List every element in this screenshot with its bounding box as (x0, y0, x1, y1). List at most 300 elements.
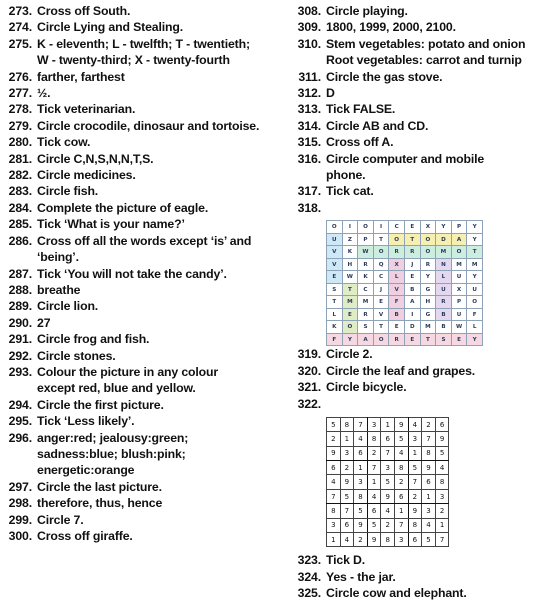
sudoku-cell: 6 (381, 432, 395, 446)
answer-number: 308. (297, 4, 321, 18)
answer-text: Circle 2. (326, 347, 373, 362)
answer-item (4, 118, 290, 134)
sudoku-cell: 5 (422, 533, 436, 547)
word-search-cell: P (451, 221, 467, 234)
word-search-cell: O (327, 221, 343, 234)
answer-text: Tick ‘What is your name?’ (37, 217, 185, 232)
answer-item (4, 364, 290, 397)
word-search-cell: U (451, 308, 467, 321)
answer-number: 323. (297, 553, 321, 568)
answer-item (4, 151, 290, 167)
sudoku-cell: 6 (394, 489, 408, 503)
answer-text (326, 396, 537, 412)
sudoku-cell: 9 (327, 446, 341, 460)
answer-number: 318. (297, 200, 321, 215)
word-search-cell: O (373, 333, 389, 346)
word-search-cell: J (404, 258, 420, 271)
word-search-row (327, 233, 483, 246)
answer-item (4, 3, 290, 19)
answer-number: 295. (8, 414, 32, 429)
word-search-cell: H (342, 258, 358, 271)
sudoku-cell: 2 (340, 461, 354, 475)
sudoku-cell: 9 (435, 432, 449, 446)
answer-number: 312. (297, 86, 321, 101)
word-search-cell: P (451, 296, 467, 309)
answer-number: 281. (8, 151, 32, 166)
answer-number: 283. (8, 184, 32, 199)
answer-item (293, 118, 537, 134)
word-search-cell: V (389, 283, 405, 296)
word-search-cell: T (327, 296, 343, 309)
sudoku-cell: 9 (422, 461, 436, 475)
word-search-row (327, 296, 483, 309)
sudoku-cell: 7 (408, 475, 422, 489)
answer-number: 292. (8, 348, 32, 363)
answer-text: Tick ‘You will not take the candy’. (37, 266, 227, 281)
word-search-cell: O (389, 233, 405, 246)
answer-number: 291. (8, 332, 32, 347)
word-search-cell: H (420, 296, 436, 309)
answer-text: Circle lion. (37, 299, 99, 314)
word-search-cell: K (358, 271, 374, 284)
answer-item (4, 266, 290, 282)
word-search-cell: Q (373, 258, 389, 271)
word-search-cell: O (420, 233, 436, 246)
sudoku-cell: 4 (435, 461, 449, 475)
sudoku-row (327, 518, 449, 532)
word-search-cell: T (467, 246, 483, 259)
answer-number: 321. (297, 380, 321, 395)
answer-number: 314. (297, 118, 321, 133)
sudoku-cell: 1 (381, 417, 395, 431)
word-search-cell: A (358, 333, 374, 346)
word-search-cell: E (451, 333, 467, 346)
answer-text: Circle cow and elephant. (326, 586, 467, 601)
answer-item (293, 36, 537, 69)
word-search-cell: F (327, 333, 343, 346)
answer-text: ½. (37, 86, 51, 101)
sudoku-cell: 5 (340, 489, 354, 503)
word-search-cell: K (342, 246, 358, 259)
word-search-cell: D (436, 233, 452, 246)
answer-text: Circle crocodile, dinosaur and tortoise. (37, 118, 260, 133)
sudoku-row (327, 475, 449, 489)
answer-text: farther, farthest (37, 69, 125, 84)
word-search-cell: U (467, 283, 483, 296)
answer-number: 309. (297, 20, 321, 35)
word-search-cell: M (451, 258, 467, 271)
word-search-cell: S (327, 283, 343, 296)
sudoku-cell: 4 (408, 417, 422, 431)
word-search-cell: W (342, 271, 358, 284)
answer-text: D (326, 86, 335, 101)
answer-number: 273. (8, 4, 32, 18)
sudoku-cell: 8 (408, 518, 422, 532)
answer-text: Circle fish. (37, 184, 99, 199)
word-search-cell: Y (342, 333, 358, 346)
answer-text (326, 200, 537, 216)
sudoku-cell: 6 (435, 417, 449, 431)
answer-item (4, 397, 290, 413)
word-search-cell: M (358, 296, 374, 309)
answer-item (4, 233, 290, 266)
answer-text: Circle bicycle. (326, 380, 407, 395)
sudoku-cell: 9 (394, 417, 408, 431)
answer-item (4, 528, 290, 544)
sudoku-cell: 4 (367, 489, 381, 503)
answer-text: Circle AB and CD. (326, 118, 429, 133)
sudoku-cell: 5 (435, 446, 449, 460)
sudoku-cell: 5 (327, 417, 341, 431)
sudoku-cell: 9 (340, 475, 354, 489)
sudoku-cell: 2 (394, 475, 408, 489)
sudoku-cell: 9 (408, 504, 422, 518)
sudoku-cell: 1 (435, 518, 449, 532)
word-search-cell: F (467, 308, 483, 321)
answer-number: 284. (8, 200, 32, 215)
answer-number: 276. (8, 69, 32, 84)
answer-text: Circle C,N,S,N,N,T,S. (37, 151, 154, 166)
word-search-cell: Y (467, 271, 483, 284)
sudoku-cell: 5 (408, 461, 422, 475)
word-search-cell: B (389, 308, 405, 321)
answer-text: Cross off all the words except ‘is’ and ‘being’. (37, 233, 252, 265)
word-search-cell: U (327, 233, 343, 246)
answer-number: 324. (297, 569, 321, 584)
answer-text: Circle the first picture. (37, 397, 164, 412)
answer-item (4, 298, 290, 314)
sudoku-cell: 7 (340, 504, 354, 518)
word-search-cell: Y (467, 333, 483, 346)
answer-item (293, 183, 537, 199)
word-search-cell: U (451, 271, 467, 284)
answer-text: Circle stones. (37, 348, 116, 363)
answer-number: 282. (8, 168, 32, 183)
sudoku-row (327, 461, 449, 475)
answer-number: 310. (297, 36, 321, 51)
word-search-cell: L (327, 308, 343, 321)
word-search-cell: V (373, 308, 389, 321)
word-search-cell: V (327, 258, 343, 271)
answer-text: Circle the gas stove. (326, 69, 443, 84)
word-search-cell: L (467, 321, 483, 334)
answer-text: Cross off South. (37, 4, 131, 18)
answer-item (4, 200, 290, 216)
word-search-cell: W (358, 246, 374, 259)
sudoku-cell: 4 (394, 446, 408, 460)
sudoku-cell: 8 (327, 504, 341, 518)
word-search-cell: L (436, 271, 452, 284)
answer-number: 311. (298, 69, 321, 84)
answer-text: 27 (37, 315, 51, 330)
sudoku-cell: 2 (408, 489, 422, 503)
word-search-cell: X (451, 283, 467, 296)
word-search-row (327, 283, 483, 296)
word-search-cell: T (373, 321, 389, 334)
sudoku-cell: 2 (422, 417, 436, 431)
answer-text: 1800, 1999, 2000, 2100. (326, 20, 456, 35)
answer-number: 296. (8, 430, 32, 445)
word-search-cell: V (327, 246, 343, 259)
sudoku-row (327, 504, 449, 518)
answer-text: Circle computer and mobile phone. (326, 151, 485, 183)
word-search-cell: C (358, 283, 374, 296)
sudoku-cell: 8 (422, 446, 436, 460)
answer-item (293, 101, 537, 117)
word-search-row (327, 308, 483, 321)
sudoku-cell: 6 (422, 475, 436, 489)
answer-number: 287. (8, 266, 32, 281)
word-search-cell: Y (467, 221, 483, 234)
answer-number: 298. (8, 496, 32, 511)
answer-item (4, 101, 290, 117)
word-search-row (327, 271, 483, 284)
answer-item (4, 216, 290, 232)
word-search-cell: W (451, 321, 467, 334)
word-search-row (327, 246, 483, 259)
answer-number: 293. (8, 364, 32, 379)
sudoku-cell: 7 (381, 446, 395, 460)
word-search-cell: E (389, 321, 405, 334)
answer-item (4, 430, 290, 479)
sudoku-cell: 4 (354, 432, 368, 446)
answer-text: Circle frog and fish. (37, 332, 150, 347)
word-search-cell: E (404, 333, 420, 346)
answer-text: Yes - the jar. (326, 569, 396, 584)
answer-item (4, 315, 290, 331)
sudoku-cell: 3 (354, 475, 368, 489)
answer-item (4, 495, 290, 511)
sudoku-cell: 6 (327, 461, 341, 475)
answers-group-308-318 (293, 3, 537, 216)
answer-item (4, 512, 290, 528)
sudoku-cell: 8 (381, 533, 395, 547)
sudoku-cell: 6 (354, 446, 368, 460)
answer-number: 300. (8, 529, 32, 543)
sudoku-cell: 3 (381, 461, 395, 475)
word-search-grid (326, 220, 483, 346)
answer-text: Tick FALSE. (326, 102, 396, 117)
answer-text: Tick cat. (326, 184, 374, 199)
word-search-cell: C (389, 221, 405, 234)
sudoku-cell: 2 (327, 432, 341, 446)
word-search-cell: B (436, 321, 452, 334)
word-search-puzzle (326, 220, 537, 346)
answer-item (4, 331, 290, 347)
answer-item (4, 134, 290, 150)
sudoku-cell: 7 (367, 461, 381, 475)
answer-item (4, 183, 290, 199)
word-search-cell: X (420, 221, 436, 234)
word-search-cell: P (358, 233, 374, 246)
answer-text: Tick ‘Less likely’. (37, 414, 135, 429)
sudoku-cell: 1 (408, 446, 422, 460)
word-search-cell: R (420, 258, 436, 271)
answer-item (293, 585, 537, 601)
sudoku-cell: 1 (367, 475, 381, 489)
answer-text: Colour the picture in any colour except red, blue and yellow. (37, 364, 219, 396)
word-search-cell: E (404, 221, 420, 234)
answer-text: Circle playing. (326, 4, 408, 18)
answer-text: breathe (37, 282, 81, 297)
sudoku-cell: 5 (367, 518, 381, 532)
word-search-cell: R (389, 246, 405, 259)
answers-group-323-325 (293, 552, 537, 601)
answers-column-right (293, 3, 537, 602)
word-search-cell: U (436, 283, 452, 296)
word-search-cell: R (358, 258, 374, 271)
answer-item (293, 569, 537, 585)
answer-number: 317. (297, 184, 321, 199)
sudoku-cell: 8 (367, 432, 381, 446)
answer-number: 325. (297, 586, 321, 601)
answer-text: therefore, thus, hence (37, 496, 163, 511)
answer-number: 278. (8, 102, 32, 117)
word-search-cell: A (451, 233, 467, 246)
answer-number: 286. (8, 233, 32, 248)
word-search-row (327, 221, 483, 234)
sudoku-cell: 7 (422, 432, 436, 446)
answer-item (4, 19, 290, 35)
sudoku-cell: 9 (381, 489, 395, 503)
word-search-cell: F (389, 296, 405, 309)
sudoku-cell: 8 (435, 475, 449, 489)
answer-item (4, 85, 290, 101)
sudoku-cell: 6 (367, 504, 381, 518)
word-search-cell: X (389, 258, 405, 271)
sudoku-cell: 3 (367, 417, 381, 431)
answer-item (4, 348, 290, 364)
word-search-cell: T (373, 233, 389, 246)
answer-number: 290. (8, 315, 32, 330)
word-search-cell: M (436, 246, 452, 259)
answer-item (293, 379, 537, 395)
sudoku-row (327, 432, 449, 446)
answer-text: Circle medicines. (37, 168, 136, 183)
answer-text: Complete the picture of eagle. (37, 200, 209, 215)
word-search-cell: N (436, 258, 452, 271)
word-search-cell: R (436, 296, 452, 309)
word-search-cell: M (420, 321, 436, 334)
answer-item (293, 69, 537, 85)
sudoku-cell: 1 (327, 533, 341, 547)
sudoku-cell: 2 (435, 504, 449, 518)
sudoku-cell: 3 (408, 432, 422, 446)
sudoku-row (327, 446, 449, 460)
sudoku-cell: 5 (381, 475, 395, 489)
word-search-cell: R (358, 308, 374, 321)
sudoku-row (327, 417, 449, 431)
word-search-cell: E (404, 271, 420, 284)
sudoku-cell: 7 (394, 518, 408, 532)
word-search-cell: R (389, 333, 405, 346)
answer-number: 294. (8, 397, 32, 412)
word-search-cell: T (420, 333, 436, 346)
word-search-cell: Y (436, 221, 452, 234)
answer-item (293, 363, 537, 379)
answer-number: 299. (8, 512, 32, 527)
word-search-cell: L (389, 271, 405, 284)
answer-item (293, 3, 537, 19)
word-search-cell: G (420, 283, 436, 296)
sudoku-cell: 3 (422, 504, 436, 518)
word-search-cell: Y (467, 233, 483, 246)
word-search-cell: I (404, 308, 420, 321)
answer-item (4, 282, 290, 298)
answer-number: 288. (8, 282, 32, 297)
sudoku-cell: 4 (340, 533, 354, 547)
word-search-cell: D (404, 321, 420, 334)
sudoku-cell: 7 (435, 533, 449, 547)
answer-text: K - eleventh; L - twelfth; T - twentieth; W - twenty-third; X - twenty-fourth (37, 36, 250, 68)
answer-item (4, 413, 290, 429)
answers-group-319-322 (293, 346, 537, 412)
sudoku-cell: 7 (327, 489, 341, 503)
answer-number: 297. (8, 479, 32, 494)
answer-item (293, 200, 537, 216)
sudoku-cell: 8 (354, 489, 368, 503)
sudoku-cell: 4 (422, 518, 436, 532)
word-search-cell: R (404, 246, 420, 259)
word-search-row (327, 321, 483, 334)
answer-item (293, 19, 537, 35)
answer-text: Tick cow. (37, 135, 91, 150)
answer-number: 279. (8, 118, 32, 133)
answer-number: 285. (8, 217, 32, 232)
answer-text: Circle the leaf and grapes. (326, 363, 476, 378)
word-search-cell: S (358, 321, 374, 334)
sudoku-puzzle (326, 417, 537, 548)
word-search-cell: E (327, 271, 343, 284)
sudoku-cell: 3 (435, 489, 449, 503)
answer-number: 316. (297, 151, 321, 166)
sudoku-cell: 6 (408, 533, 422, 547)
answer-number: 275. (8, 36, 32, 51)
sudoku-cell: 1 (354, 461, 368, 475)
word-search-cell: O (358, 221, 374, 234)
answer-item (293, 396, 537, 412)
word-search-cell: O (451, 246, 467, 259)
sudoku-cell: 1 (394, 504, 408, 518)
answer-number: 322. (297, 396, 321, 411)
word-search-cell: I (342, 221, 358, 234)
sudoku-cell: 9 (367, 533, 381, 547)
answer-item (4, 167, 290, 183)
sudoku-cell: 2 (354, 533, 368, 547)
word-search-cell: M (467, 258, 483, 271)
answer-number: 289. (8, 299, 32, 314)
word-search-cell: O (342, 321, 358, 334)
word-search-cell: E (342, 308, 358, 321)
sudoku-cell: 2 (367, 446, 381, 460)
word-search-cell: O (467, 296, 483, 309)
sudoku-cell: 3 (327, 518, 341, 532)
word-search-cell: C (373, 271, 389, 284)
sudoku-grid (326, 417, 449, 548)
answer-text: Circle the last picture. (37, 479, 162, 494)
word-search-cell: E (373, 296, 389, 309)
word-search-cell: T (404, 233, 420, 246)
sudoku-cell: 8 (394, 461, 408, 475)
word-search-cell: B (436, 308, 452, 321)
answer-number: 280. (8, 135, 32, 150)
answer-text: Stem vegetables: potato and onion Root vegetables: carrot and turnip (326, 36, 526, 68)
sudoku-cell: 6 (340, 518, 354, 532)
answer-text: Tick D. (326, 553, 366, 568)
answer-text: Cross off A. (326, 135, 394, 150)
answer-text: Circle Lying and Stealing. (37, 20, 183, 35)
answer-number: 315. (297, 135, 321, 150)
